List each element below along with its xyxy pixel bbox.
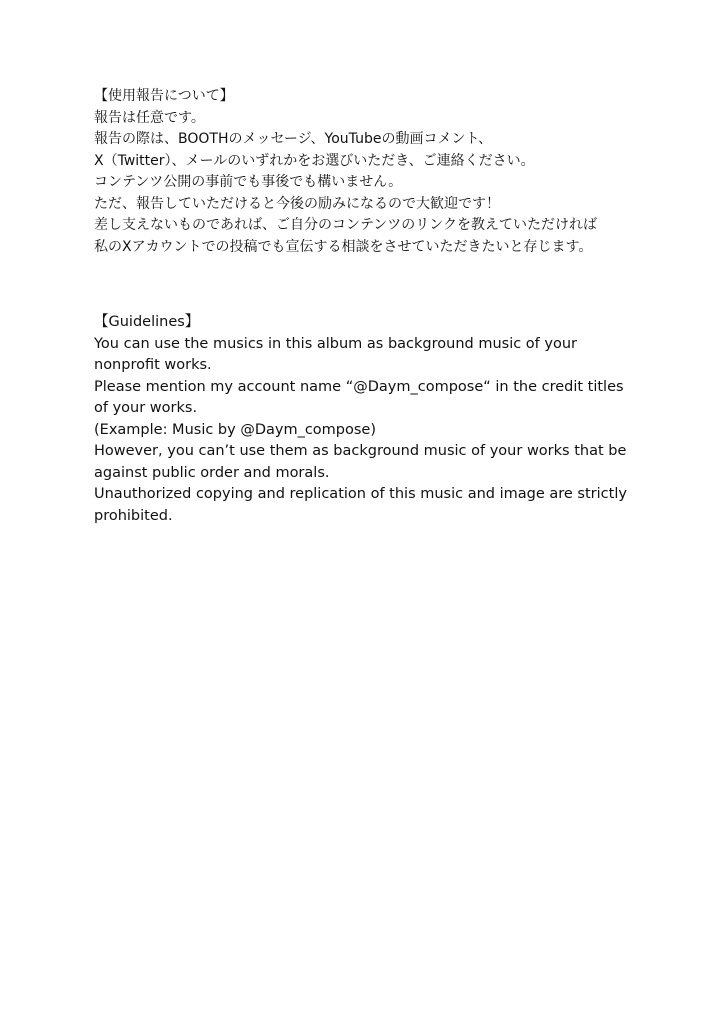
- section-spacer: [94, 258, 639, 312]
- jp-line-4: コンテンツ公開の事前でも事後でも構いません。: [94, 174, 403, 190]
- jp-line-3: X（Twitter）、メールのいずれかをお選びいただき、ご連絡ください。: [94, 152, 535, 169]
- jp-line-6: 差し支えないものであれば、ご自分のコンテンツのリンクを教えていただければ: [94, 217, 598, 233]
- japanese-usage-report-section: [94, 86, 639, 258]
- guideline-paragraph-2: Please mention my account name “@Daym_compose“ in the credit titles of your works.: [94, 378, 624, 416]
- jp-line-5: ただ、報告していただけると今後の励みになるので大歓迎です！: [94, 195, 500, 212]
- english-guidelines-section: [94, 312, 639, 527]
- guideline-paragraph-1: You can use the musics in this album as background music of your nonprofit works.: [94, 335, 577, 373]
- document-body: [94, 86, 639, 527]
- usage-report-heading: 【使用報告について】: [94, 88, 234, 104]
- guideline-paragraph-4: However, you can’t use them as background music of your works that be against public order and morals.: [94, 443, 627, 481]
- jp-line-1: 報告は任意です。: [94, 109, 205, 126]
- jp-line-2: 報告の際は、BOOTHのメッセージ、YouTubeの動画コメント、: [94, 131, 493, 147]
- jp-line-7: 私のXアカウントでの投稿でも宣伝する相談をさせていただきたいと存じます。: [94, 238, 593, 255]
- guideline-paragraph-5: Unauthorized copying and replication of this music and image are strictly prohibited.: [94, 486, 627, 524]
- guidelines-heading: 【Guidelines】: [94, 314, 200, 330]
- guideline-paragraph-3: (Example: Music by @Daym_compose): [94, 421, 376, 438]
